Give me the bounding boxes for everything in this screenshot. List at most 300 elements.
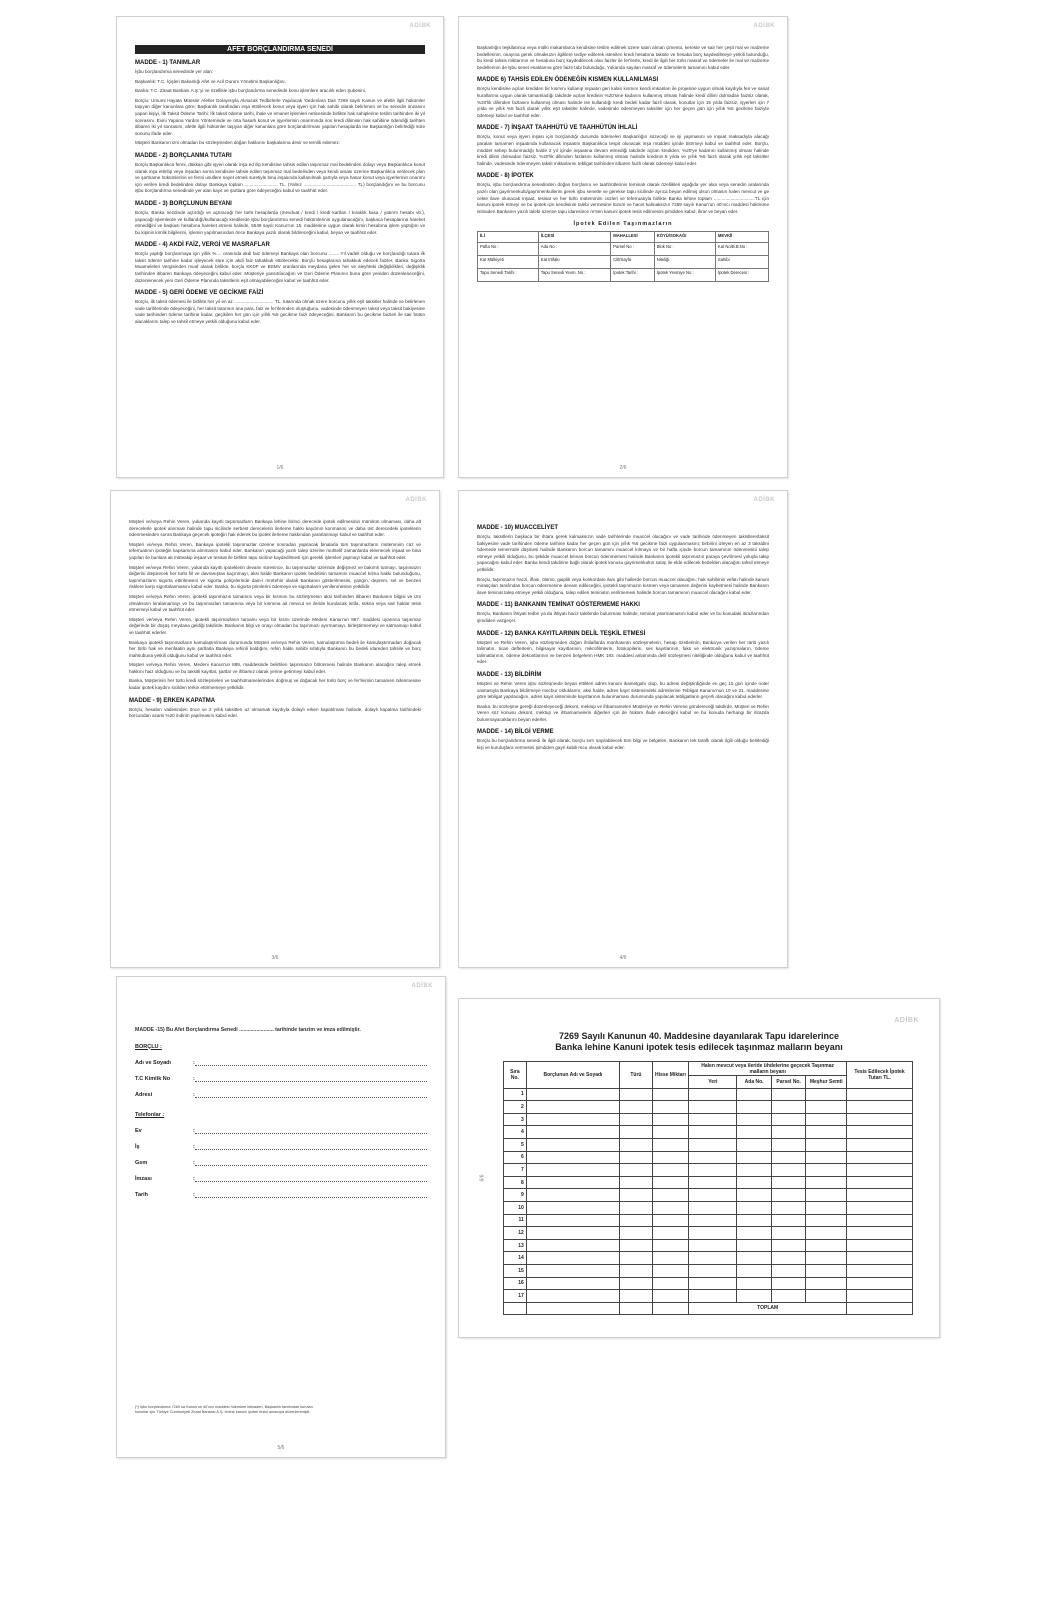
table-cell (847, 1126, 913, 1139)
table-cell (689, 1239, 737, 1252)
table-row (504, 1264, 913, 1277)
table-cell (652, 1214, 689, 1227)
paragraph: İşbu borçlandırma senedinde yer alan: (135, 69, 214, 74)
field-blank-line (195, 1075, 427, 1082)
row-number: 16 (504, 1277, 527, 1290)
table-cell (737, 1214, 771, 1227)
section-heading: MADDE - 13) BİLDİRİM (477, 671, 542, 678)
table-cell (771, 1088, 806, 1101)
bank-logo: ADİBK (411, 983, 433, 989)
page-number: 2/6 (619, 465, 627, 471)
table-cell (652, 1088, 689, 1101)
paragraph: Banka, Müşterinin her türlü kredi sözleşmeleri ve taahhütnamelerinden doğmuş ve doğacak her türlü borç ve fer'ilerinin tamamen ödenmesine kadar ipotek kaydını sicilden terkin ettirmemeye yetkilidir. (129, 678, 421, 691)
declaration-title (459, 1031, 939, 1053)
table-cell (526, 1164, 619, 1177)
table-cell (737, 1227, 771, 1240)
table-cell (620, 1264, 653, 1277)
table-cell (806, 1126, 847, 1139)
table-cell (847, 1176, 913, 1189)
table-cell (771, 1201, 806, 1214)
col-hisse: Hisse Miktarı (652, 1062, 689, 1089)
table-cell (806, 1088, 847, 1101)
paragraph: Müşteri ve/veya Rehin Veren, Bankaya ipotekli taşınmazlar üzerine sonradan yapılacak binalarla tüm taşınmazların mütemmim cüz ve teferruatının ipoteğin kapsamına alınmasını kabul eder. Bankanın yapacağı yazılı talep üzerine muhtelif zamanlarda eklenecek inşaat ve bina yapıları ile bunlara ait müteakip inşaat ve tesisat ile birlikte tapu siciline kaydedilmesi için gerekli işlemleri yapmayı kabul ve taahhüt eder. (129, 541, 421, 560)
table-cell (689, 1264, 737, 1277)
declaration-table (503, 1061, 913, 1315)
paragraph: Borçlu, taksitlerin başkaca bir ihtara gerek kalmaksızın vade tarihlerinde muaccel olacağını ve vade tarihinde ödenmeyen taksitlere/taksit bakiyesine vade tarihinden ödeme tarihine kadar her geçen gün için yıllık %5 gecikme faizi uygulanmasını; birbirini izleyen en az 3 taksidini ödemede temerrüde düşmesi halinde Bankanın borcun tamamını muaccel kılmaya ve bir hafta içinde borcun tamamının ödenmesini talep etmeye yetkili olduğunu, bu şekilde muaccel kılınan borcun ödenmemesi halinde Bankanın ipotekli taşınmazın paraya çevrilmesi yoluyla takip yapacağını kabul eder. Banka kendi takdirine bağlı olarak ipotek konusu gayrimenkulün satışı ile elde edilecek bedelden alacağını tahsil etmeye yetkilidir. (477, 534, 769, 572)
table-cell (526, 1264, 619, 1277)
field-label: Ev (135, 1127, 142, 1134)
table-row (504, 1201, 913, 1214)
table-cell (806, 1113, 847, 1126)
field-label: T.C Kimlik No (135, 1075, 171, 1082)
field-colon: : (193, 1091, 195, 1098)
table-cell (806, 1252, 847, 1265)
table-row (504, 1214, 913, 1227)
table-cell (689, 1088, 737, 1101)
row-number: 15 (504, 1264, 527, 1277)
table-cell: Parsel No : (611, 243, 654, 256)
table-cell (689, 1113, 737, 1126)
paragraph: Borçlu: Umumi Hayata Müessir Afetler Dolayısıyla Alınacak Tedbirlerle Yapılacak Yardımlara Dair 7269 sayılı Kanun ve afetle ilgili hükümler taşıyan diğer kanunlara göre; Başkanlık tarafından inşa ettirilecek konut veya işyeri için hak sahibi olarak belirlenen ve bu senedin imzasını yapan kişiyi, İlk Taksit Ödeme Tarihi: İlk taksit ödeme tarihi, ihale ve emanet işlemleri neticesinde birlikte hak sahiplerine teslim tarihinden iki yıl sonrasını. Evini Yapana Yardım Yönteminde ve orta hasarlı konut ve işyerlerinin onarımında son kredi diliminin hak sahibine ödendiği tarihten itibaren iki yıl sonrasını, afetle ilgili hükümler taşıyan diğer kanunlara göre borçlandırılması yapılan hesaplarda ise Başkanlığın belirlediği süre sonunu ifade eder. (135, 97, 425, 136)
table-cell (526, 1302, 619, 1315)
field-colon: : (193, 1059, 195, 1066)
section-heading: MADDE - 4) AKDİ FAİZ, VERGİ VE MASRAFLAR (135, 242, 270, 249)
row-number: 4 (504, 1126, 527, 1139)
table-cell (526, 1290, 619, 1303)
table-cell: Cilt/Sayfa (611, 256, 654, 269)
section-heading: MADDE - 8) İPOTEK (477, 173, 534, 180)
row-number: 6 (504, 1151, 527, 1164)
table-cell (737, 1151, 771, 1164)
table-cell (806, 1290, 847, 1303)
table-cell (620, 1088, 653, 1101)
table-cell: Pafta No : (478, 243, 539, 256)
table-cell (806, 1214, 847, 1227)
table-cell (652, 1290, 689, 1303)
table-cell: İLÇESİ (538, 232, 610, 243)
field-label: İş (135, 1143, 140, 1150)
row-number: 11 (504, 1214, 527, 1227)
row-number: 12 (504, 1227, 527, 1240)
field-colon: : (193, 1127, 195, 1134)
table-row (478, 269, 769, 282)
table-cell (652, 1126, 689, 1139)
table-cell (652, 1277, 689, 1290)
col-parsel: Parsel No. (771, 1076, 806, 1089)
table-row (504, 1126, 913, 1139)
table-cell (737, 1201, 771, 1214)
row-number: 14 (504, 1252, 527, 1265)
form-row (135, 1159, 427, 1166)
table-row (504, 1227, 913, 1240)
field-label: Adresi (135, 1091, 153, 1098)
table-cell (737, 1189, 771, 1202)
section-heading: MADDE - 12) BANKA KAYITLARININ DELİL TEŞKİL ETMESİ (477, 630, 646, 637)
field-colon: : (193, 1191, 195, 1198)
title-line-2: Banka lehine Kanuni ipotek tesis edilecek taşınmaz malların beyanı (555, 1042, 843, 1052)
table-cell (689, 1101, 737, 1114)
field-colon: : (193, 1075, 195, 1082)
table-cell (806, 1201, 847, 1214)
table-row (478, 256, 769, 269)
table-cell: Kat İrtifakı (538, 256, 610, 269)
table-cell: Ada No : (538, 243, 610, 256)
table-cell (771, 1176, 806, 1189)
table-cell (689, 1138, 737, 1151)
table-cell (526, 1126, 619, 1139)
total-label: TOPLAM (689, 1302, 847, 1315)
field-blank-line (195, 1059, 427, 1066)
borclu-heading: BORÇLU : (135, 1043, 162, 1050)
table-cell (526, 1138, 619, 1151)
form-row (135, 1143, 427, 1150)
table-cell (847, 1290, 913, 1303)
field-blank-line (195, 1127, 427, 1134)
page-1-body (135, 60, 425, 326)
table-cell (771, 1239, 806, 1252)
table-cell (652, 1252, 689, 1265)
form-row (135, 1127, 427, 1134)
paragraph: Başkanlığın teşkilatınca veya mülki makamlarca kendisine teslim edilmek üzere satın alınan çimento, kereste ve sair her çeşit mal ve malzeme bedellerinin, onayına gerek olmaksızın ilgililere tediye edilerek istenilen kredi hesabına taksite ve hesaba borç kaydedilmeye yetkili bulunduğu, bu kredi tahsis miktarının ve hesabına borç kaydedilecek olan faizler ile fer'ilerle, kredi ile ilgili her türlü masraf ve ödemeler ile mal ve malzeme bedellerinin de işbu senet esaslarına göre faize tabi bulunduğu, Yukarıda sayılan masraf ve ödemelerin tamamını kabul eder. (477, 45, 769, 70)
table-cell (526, 1227, 619, 1240)
table-cell (652, 1264, 689, 1277)
row-number: 1 (504, 1088, 527, 1101)
table-cell (847, 1277, 913, 1290)
section-heading: MADDE - 11) BANKANIN TEMİNAT GÖSTERMEME HAKKI (477, 602, 640, 609)
section-heading: MADDE 6) TAHSİS EDİLEN ÖDENEĞİN KISMEN KULLANILMASI (477, 77, 659, 84)
paragraph: Müşteri ve/veya Rehin Veren, ipotekli taşınmazın tamamını veya bir kısmını bu sözleşmenin aksi tarihinden itibaren Bankanın bilgisi ve izni olmaksızın kiralamamayı ve bu taşınmazları tamamına veya bir kısmına ait mevcut ve ileride kurulacak intifa, sükna veya sair haklar tesis etmemeyi kabul ve taahhüt eder. (129, 593, 421, 613)
form-row (135, 1059, 427, 1066)
table-cell: KÖYÜ/SOKAĞI (654, 232, 715, 243)
table-cell (771, 1138, 806, 1151)
footnote: (*) İşbu borçlandırma 7269 sa Kanun'un 40'ıncı maddesi hükmüne istinaden, Başkanlık tarafından kurulan konutlar için Türkiye Cumhuriyeti Ziraat Bankası A.Ş. lehine kanuni ipotek tesisi amacıyla düzenlenmiştir. (135, 1405, 313, 1414)
table-cell (620, 1189, 653, 1202)
table-cell (771, 1214, 806, 1227)
table-cell (847, 1088, 913, 1101)
title-line-1: 7269 Sayılı Kanunun 40. Maddesine dayanılarak Tapu idarelerince (559, 1031, 839, 1041)
side-page-label: 6/6 (479, 1174, 486, 1182)
col-mesrur: Meşhur Semti (806, 1076, 847, 1089)
row-number: 7 (504, 1164, 527, 1177)
page-2-body (477, 45, 769, 215)
table-cell (652, 1239, 689, 1252)
table-cell (652, 1138, 689, 1151)
table-cell: İpotek Derecesi : (715, 269, 768, 282)
paragraph: Borçlu, işbu borçlandırma senedinden doğan borçlarını ve taahhütlerinin teminatı olarak özellikleri aşağıda yer alan veya senedin aralarında yazılı olan gayrimenkulü/gayrimenkullerini gerek işbu senetle ve gerekse tapu sicilinde ayrıca beyan edilmiş olsun olmasın halen mevcut ve ge cekte ilave olunacak inşaat, tesisat ve her türlü mütemmim cüzleri ve teferruatıyla birlikte Banka lehine toplam ................................TL için kanuni ipotek etmeyi ve bu ipotek için kendisinin talebi vermesine lüzum ve hacet kalmaksızın 7269 sayılı Kanun'un 40'ıncı maddesi hükmüne istinaden Bankanın yazılı talebi üzerine tapu idaresince re'sen kanuni ipotek tesis edilmesini şimdiden kabul, ikrar ve beyan eder. (477, 182, 769, 214)
table-cell (806, 1264, 847, 1277)
paragraph: Müşteri ve/veya Rehin Veren, yukarıda kayıtlı taşınmazların Bankaya lehine birinci derecede ipotek edilmesinin mümkün olmaması, daha alt derecelerle ipotek alınması halinde tapu sicilinde serbest derecelerin ilerleme hakkı kaydının konmasını ve daha üst derecedeki ipoteklerin ödenmesinden sonra Bankaya geçecek ipoteğin hak ederek bu ipotek ilerleme hakkından yararlanmayı kabul ve taahhüt eder. (129, 519, 421, 538)
paragraph: Bankaya ipotekli taşınmazların kamulaştırılması durumunda Müşteri ve/veya Rehin Veren, kamulaştırma bedeli ile kamulaştırmadan doğacak her türlü hak ve menfaatin aynı şartlarla Bankaya rehinli kaldığını, rehin hakkı sahibi sıfatıyla Bankanın bu bedeli idareden tahsile ve borç mahsubuna yetkili olduğunu kabul ve taahhüt eder. (129, 639, 421, 658)
table-cell (620, 1302, 653, 1315)
table-cell: İLİ (478, 232, 539, 243)
paragraph: Borçlu kendisine açılan krediden bir kısmını kullanıp inşaatın geri kalan kısmını kendi imkanları ile projesine uygun olmak kaydıyla fen ve sanat kurallarına uygun olarak tamamladığı takdirde açılan kredinin %20'sine kadarını kullanmış olması halinde kredi dilimi dolmadan faizsiz olarak, %20'lik dilimden fazlasını kullanmış olması halinde ise kullandığı kredi bedeli kadar faizli olarak, konutlar için 15 yılda faizsiz, işyerleri için 7 yılda ve yıllık %5 faizli olarak yıllık eşit taksitler halinde, vadesinde ödenmeyen taksitler için her geçen gün için yıllık %5 gecikme faiziyle ödemeyi kabul ve taahhüt eder. (477, 86, 769, 118)
table-cell (806, 1239, 847, 1252)
table-cell (620, 1214, 653, 1227)
table-cell (806, 1164, 847, 1177)
table-cell (771, 1164, 806, 1177)
field-blank-line (195, 1175, 427, 1182)
form-row (135, 1091, 427, 1098)
table-row (504, 1290, 913, 1303)
table-cell (771, 1290, 806, 1303)
table-cell (847, 1151, 913, 1164)
paragraph: Borçlu, Bankanın ihtiyati tedbir ya da ihtiyati haciz talebinde bulunması halinde, teminat yatırmamasını kabul eder ve bu konudaki itirazlarından şimdiden vazgeçer. (477, 611, 769, 623)
section-heading: MADDE - 2) BORÇLANMA TUTARI (135, 152, 232, 159)
table-cell (737, 1164, 771, 1177)
table-cell (526, 1277, 619, 1290)
table-cell (620, 1101, 653, 1114)
madde-15: MADDE -15) Bu Afet Borçlandırma Senedi ........................ tarihinde tanzim ve imza edilmiştir. (135, 1027, 361, 1033)
table-cell (771, 1126, 806, 1139)
table-cell (689, 1189, 737, 1202)
table-cell (526, 1189, 619, 1202)
table-cell (806, 1176, 847, 1189)
section-heading: MADDE - 5) GERİ ÖDEME VE GECİKME FAİZİ (135, 290, 264, 297)
paragraph: Borçlu, ilk taksit ödemesi ile birlikte her yıl en az ............................... TL. tutarında olmak üzere borcunu yıllık eşit taksitler halinde ve belirlenen vade tarihlerinde ödeyeceğini, her taksit tutarının ana para, faiz ve fer'ilerinden oluştuğunu, vadesinde ödenmeyen taksit veya taksit bakiyesine vade tarihinden ödeme tarihine kadar, geçikilen her gün için yıllık %5 gecikme faizi ödeyeceğini. Bankanın bu gecikme faizleri ile sair bütün alacaklarını talep ve tahsil etmeye yetkili olduğunu kabul eder. (135, 299, 425, 325)
table-cell (526, 1101, 619, 1114)
bank-logo: ADİBK (409, 23, 431, 29)
page-2 (458, 16, 788, 478)
table-cell: İpotek Yevmiye No : (654, 269, 715, 282)
table-cell (847, 1264, 913, 1277)
row-number: 9 (504, 1189, 527, 1202)
table-cell (689, 1201, 737, 1214)
field-label: Gsm (135, 1159, 148, 1166)
table-cell (689, 1151, 737, 1164)
table-cell (689, 1277, 737, 1290)
table-row (504, 1151, 913, 1164)
table-cell (620, 1277, 653, 1290)
table-cell: Tapu Senedi Yevm. No : (538, 269, 610, 282)
page-number: 5/6 (277, 1445, 285, 1451)
paragraph: Müşteri ve/veya Rehin Veren, Medeni Kanun'un 889. maddesinde belirtilen taşınmazın bölünmesi halinde Bankanın alacağını talep etmek hakkını haiz olduğunu ve bu taksitli kayıtlar, şartlar ve ihbarsız olarak yerine getirmeyi kabul eder. (129, 662, 421, 674)
table-row (504, 1101, 913, 1114)
field-blank-line (195, 1143, 427, 1150)
paragraph: Müşteri ve/veya Rehin Veren, ipotekli taşınmazların tamamı veya bir kısmı üzerinde Medeni Kanun'un 867. maddesi uyarınca taşınmaz değerinde bir düşüş meydana geldiği takdirde, Bankanın bilgi ve onayı olmadan bu taşınmazı ayırmamayı, birleştirmemeyi ve satmamayı kabul ve taahhüt ederler. (129, 616, 421, 635)
table-cell (847, 1138, 913, 1151)
table-cell (737, 1126, 771, 1139)
page-5 (116, 976, 446, 1458)
form-row (135, 1075, 427, 1082)
document-title: AFET BORÇLANDIRMA SENEDİ (135, 45, 425, 54)
paragraph: Borçlu bu borçlandırma senedi ile ilgili olarak, borçlu sırrı sayılabilecek tüm bilgi ve belgeleri, Bankanın tek taraflı olarak ilgili olduğu belirlediği kişi ve kuruluşlara vermesini şimdiden gayri kabili rücu olarak kabul eder. (477, 738, 769, 751)
table-cell: Niteliği (654, 256, 715, 269)
field-colon: : (193, 1175, 195, 1182)
page-3-body (129, 519, 421, 720)
bank-logo: ADİBK (753, 23, 775, 29)
field-colon: : (193, 1159, 195, 1166)
field-blank-line (195, 1159, 427, 1166)
paragraph: Borçlu Başkanlıkca fenni, dükkan gibi işyeri olarak inşa ed ilip kendisine tahsis edilen taşınmaz mal bedelinden dolayı veya Başkanlıkca konut olarak inşa ettirilip veya inşadan sonra kendisine tahsis edilen taşınmaz mal bedelinden veya kendi arsası üzerine Başkanlıkca verilecek plan ve şartname hükümlerine ve fenni usullere nayet etmek suretiyle bina inşasında kullanılmak şartıyla veya hasar konut veya işyerlerinin onarımı için verilen kredi bedelinden dolayı Bankaya toplam .......................... TL. (Yalnız ......................................... TL) borçlandığını ve bu borcunu işbu borçlandırma senedinde yer alan kayıt ve şartlara göre ödeyeceğini kabul ve taahhüt eder. (135, 161, 425, 194)
table-cell (771, 1151, 806, 1164)
paragraph: Müşteri ve Rehin Veren işbu sözleşmede beyan ettikleri adres kanuni ikametgahı olup, bu adresi değiştirdiğinde en geç 15 gün içinde noter vasıtasıyla Bankaya bildirmeye mecbur olduklarını; aksi halde, adres kayıt sistemindeki adreslerine Tebligat Kanunu'nun 10 ve 21. maddesine göre tebligat yapılacağını, adres kayıt sisteminde kayıtlarının bulunmaması durumunda yapılacak tebligatların geçerli olacağını kabul ederler. (477, 680, 769, 700)
page-number: 4/6 (619, 955, 627, 961)
page-3 (110, 490, 440, 968)
page-number: 3/6 (271, 955, 279, 961)
table-cell (526, 1088, 619, 1101)
table-cell (806, 1138, 847, 1151)
table-cell (526, 1201, 619, 1214)
field-blank-line (195, 1191, 427, 1198)
field-label: Tarih (135, 1191, 149, 1198)
table-cell (620, 1252, 653, 1265)
table-cell (847, 1252, 913, 1265)
table-cell (771, 1189, 806, 1202)
table-cell (526, 1252, 619, 1265)
table-cell (526, 1151, 619, 1164)
table-cell (737, 1290, 771, 1303)
total-row (504, 1302, 913, 1315)
section-heading: MADDE - 9) ERKEN KAPATMA (129, 697, 216, 704)
table-row (504, 1252, 913, 1265)
col-ada: Ada No. (737, 1076, 771, 1089)
field-label: İmzası (135, 1175, 152, 1182)
section-heading: MADDE - 7) İNŞAAT TAAHHÜTÜ VE TAAHHÜTÜN İHLALİ (477, 125, 638, 132)
table-cell (652, 1113, 689, 1126)
bank-logo: ADİBK (405, 497, 427, 503)
section-heading: MADDE - 3) BORÇLUNUN BEYANI (135, 200, 232, 207)
col-yeri: Yeri (689, 1076, 737, 1089)
table-cell (771, 1264, 806, 1277)
table-row (504, 1277, 913, 1290)
table-cell (620, 1201, 653, 1214)
table-cell (526, 1176, 619, 1189)
table-cell (652, 1189, 689, 1202)
table-cell (737, 1101, 771, 1114)
table-cell (771, 1227, 806, 1240)
field-colon: : (193, 1143, 195, 1150)
table-cell: Kat Mülkiyeti (478, 256, 539, 269)
table-row (504, 1189, 913, 1202)
field-blank-line (195, 1091, 427, 1098)
paragraph: Müşteri ve/veya Rehin Veren, yukarıda kayıtlı ipoteklerin devamı süresince, bu taşınmazlar üzerinde değişmez ve bakımlı tutmayı, taşınmazın değerini düşürecek her türlü fiil ve davranıştan kaçınmayı, aksi halde Bankanın ipotek bedelinin tamamını muaccel kılma hakkı bulunduğunu, taşınmazların sigorta ettirilmesini ve sigorta poliçelerinde dain-i mürtehin olarak Bankanın gösterilmesini, yangın, deprem, sel ve benzeri risklere karşı sigortalanmasını kabul eder. Banka, bu sigorta primlerini ödemeye ve sigortaların yenilenmesine yetkilidir. (129, 564, 421, 590)
table-cell (620, 1164, 653, 1177)
table-cell (526, 1214, 619, 1227)
table-cell (806, 1189, 847, 1202)
row-number: 8 (504, 1176, 527, 1189)
paragraph: Banka: T.C. Ziraat Bankası A.Ş.'yi ve özellikle işbu borçlandırma senedinde konu işlemlere aracılık eden Şubesini, (135, 88, 367, 94)
table-cell (689, 1290, 737, 1303)
table-cell (689, 1227, 737, 1240)
table-cell (620, 1126, 653, 1139)
table-cell: Kat No/B.B.No : (715, 243, 768, 256)
table-cell (737, 1252, 771, 1265)
table-row (504, 1176, 913, 1189)
table-row (504, 1113, 913, 1126)
paragraph: Başkanlık: T.C. İçişleri Bakanlığı Afet ve Acil Durum Yönetimi Başkanlığını, (135, 78, 286, 84)
table-cell (737, 1277, 771, 1290)
table-cell (652, 1151, 689, 1164)
table-cell (689, 1164, 737, 1177)
paragraph: Borçlu, hesabın vadesinden önce ve 2 yıllık taksitten az olmamak kaydıyla dolaylı erken kapatılması halinde, dolaylı kapatma tarihindeki borcundan azami %20 indirim yapılmasını kabul eder. (129, 706, 421, 719)
page-4 (458, 490, 788, 968)
table-row (504, 1138, 913, 1151)
table-cell: İpotek Tarihi : (611, 269, 654, 282)
paragraph: Borçlu, konut veya işyeri inşası için borçlandığı durumda ödemeleri Başkanlığın süzeceği ve işi yapmasını ve inşaat maksadıyla alacağı paraları tamamen inşaatında kullanacak inşaatını Başkanlıkca tespit olunacak inşa müddeti içinde bitirmeyi kabul ve taahhüt eder. Borçlu, müddet sebep bulunmadığı halde 2 yıl içinde inşaatına devam etmediği takdirde açılan krediden, %20'ye kadarını kullanmış olması halinde kredi dilimi dolmadan faizsiz, %20'lik dilimden fazlasını kullanmış olması halinde kredinin 5 yılda ve yıllık %5 faizli olarak yıllık eşit taksitler halinde, vadesinde ödenmeyen taksit miktarlarını tebligat tarihinden itibaren faizli olarak ödemeyi kabul eder. (477, 134, 769, 166)
row-number: 2 (504, 1101, 527, 1114)
telefonlar-heading: Telefonlar : (135, 1111, 165, 1118)
table-cell (620, 1176, 653, 1189)
page-number: 1/6 (276, 465, 284, 471)
table-cell (737, 1176, 771, 1189)
table-cell (847, 1239, 913, 1252)
paragraph: Borçlu yaptığı borçlanmaya için yıllık %.... oranında akdi faiz ödemeyi Bankaya olan borcunu ........ Yıl vadeli olduğu ve borçlandığı tutara ilk taksit ödeme tarihine kadar işleyecek süre için akdi faiz tahakkuk ettirilecektir. Borçlu hesaplarına tahakkuk edecek faizler, Banka Sigorta Muameleleri Vergisinden muaf olarak birlikte, borçlu KKDF ve BSMV oranlarında meydana gelen her ve aleyhteki değişiklikleri, değişiklik tarihinden itibaren Bankaya ödeyeceğini kabul eder. Müşteriye yansıtılacağını ve Geri Ödeme Planının buna göre yeniden düzenleneceğini, düzenlenecek yeni Geri Ödeme Planında taksitlerin eşit olmayabileceğini kabul ve taahhüt eder. (135, 251, 425, 283)
table-cell (737, 1088, 771, 1101)
table-cell (504, 1302, 527, 1315)
section-heading: MADDE - 14) BİLGİ VERME (477, 729, 554, 736)
table-row (478, 243, 769, 256)
property-table (477, 231, 769, 282)
table-cell (620, 1113, 653, 1126)
row-number: 10 (504, 1201, 527, 1214)
page-1 (116, 16, 444, 478)
table-cell (771, 1101, 806, 1114)
table-cell (847, 1189, 913, 1202)
table-cell (806, 1151, 847, 1164)
property-table-title: İpotek Edilen Taşınmazların (573, 221, 673, 228)
table-cell (847, 1101, 913, 1114)
table-cell (771, 1113, 806, 1126)
form-row (135, 1175, 427, 1182)
table-row (478, 232, 769, 243)
col-turu: Türü (620, 1062, 653, 1089)
table-cell (620, 1151, 653, 1164)
row-number: 3 (504, 1113, 527, 1126)
table-row (504, 1088, 913, 1101)
row-number: 17 (504, 1290, 527, 1303)
table-cell (620, 1138, 653, 1151)
row-number: 13 (504, 1239, 527, 1252)
table-cell (847, 1164, 913, 1177)
paragraph: Müşteri Bankanın izni olmadan bu sözleşmeden doğan haklarını başkalarına devir ve temlik edemez. (135, 140, 341, 146)
paragraph: Müşteri ve Rehin Veren, işbu sözleşmeden doğan ihtilaflarda münhasıran sözleşmelerin, hesap özetlerinin, Banka'ya verilen her türlü yazılı talimatın, ticari defterlerin, bilgisayar kayıtlarının, mikrofilmlerin, fotokopilerin, ses kayıtlarının, faks ve elektronik yazışmaların, ödeme talimatlarının, ödeme dekontlarının ve benzeri belgelerin HMK 193. maddesi anlamında delil sözleşmesi niteliğinde olduğunu kabul ve taahhüt eder. (477, 639, 769, 665)
phone-fields (135, 1127, 427, 1198)
page-4-body (477, 525, 769, 752)
table-cell (620, 1227, 653, 1240)
table-cell (620, 1290, 653, 1303)
table-cell: Blok No : (654, 243, 715, 256)
table-row (504, 1239, 913, 1252)
paragraph: Borçlu, Banka nezdinde açtırdığı ve açtıracağı her türlü hesaplarda (mevduat / kredi / kredi kartları / kıraklık kasa / yatırım hesabı vb.), yapacağı işlemlerde ve kullandığı/kullanacağı kredilerde işbu borçlandırma senedi hükümlerinin uygulanacağını, başkaca hesaplarına hareket etmediğini ve başkası hesabına hareket etmesi halinde, 5549 sayılı Kanun'un 15. maddesine uygun olarak kimin hesabına işlem yaptığını ve bu kişinin kimlik bilgilerini, işlemin yapılmasından önce Bankaya yazılı olarak bildireceğini kabul, beyan ve taahhüt eder. (135, 209, 425, 235)
table-cell (689, 1126, 737, 1139)
table-cell (806, 1227, 847, 1240)
table-cell (737, 1264, 771, 1277)
table-cell (689, 1214, 737, 1227)
col-borclu: Borçlunun Adı ve Soyadı (526, 1062, 619, 1089)
table-cell: MAHALLESİ (611, 232, 654, 243)
bank-logo: ADİBK (894, 1017, 919, 1024)
borclu-fields (135, 1059, 427, 1098)
table-cell: MEVKİİ (715, 232, 768, 243)
paragraph: Banka, bu sözleşme gereği düzenleyeceği dekont, mektup ve ihbarnameleri Müşteriye ve Rehin Verene göndereceği takdirde, Müşteri ve Rehin Veren söz konusu dekont, mektup ve ihbarnamelerin diğerleri için de hüküm ifade edeceğini kabul ve bu konuda herhangi bir itirazda bulunmayacaklarını beyan ederler. (477, 703, 769, 722)
row-number: 5 (504, 1138, 527, 1151)
table-cell (652, 1302, 689, 1315)
table-cell (737, 1113, 771, 1126)
table-cell (806, 1277, 847, 1290)
col-group: Halen mevcut veya ileride ühdelerine geçecek Taşınmaz malların beyanı (689, 1062, 847, 1076)
table-cell (737, 1138, 771, 1151)
table-cell (847, 1302, 913, 1315)
table-row (504, 1164, 913, 1177)
form-row (135, 1191, 427, 1198)
table-cell (847, 1201, 913, 1214)
table-cell (806, 1101, 847, 1114)
page-6 (458, 998, 940, 1338)
section-heading: MADDE - 1) TANIMLAR (135, 60, 201, 66)
table-cell (737, 1239, 771, 1252)
table-cell (652, 1176, 689, 1189)
paragraph: Borçlu, taşınmazın haczi, iflası, ölümü, gaiplik veya konkordato ilanı gibi hallerde borcun muaccel olacağını; hak sahibinin vefatı halinde kanuni mirasçıları tarafından borcun ödenmesine devam edileceğini, ipotekli taşınmazın kısmen veya tamamen değerini kaybetmesi halinde Bankanın ilave teminat talep etmeye yetkili olduğunu, talep edilen teminatın verilmemesi halinde borcun tamamının muaccel olacağını kabul eder. (477, 576, 769, 595)
